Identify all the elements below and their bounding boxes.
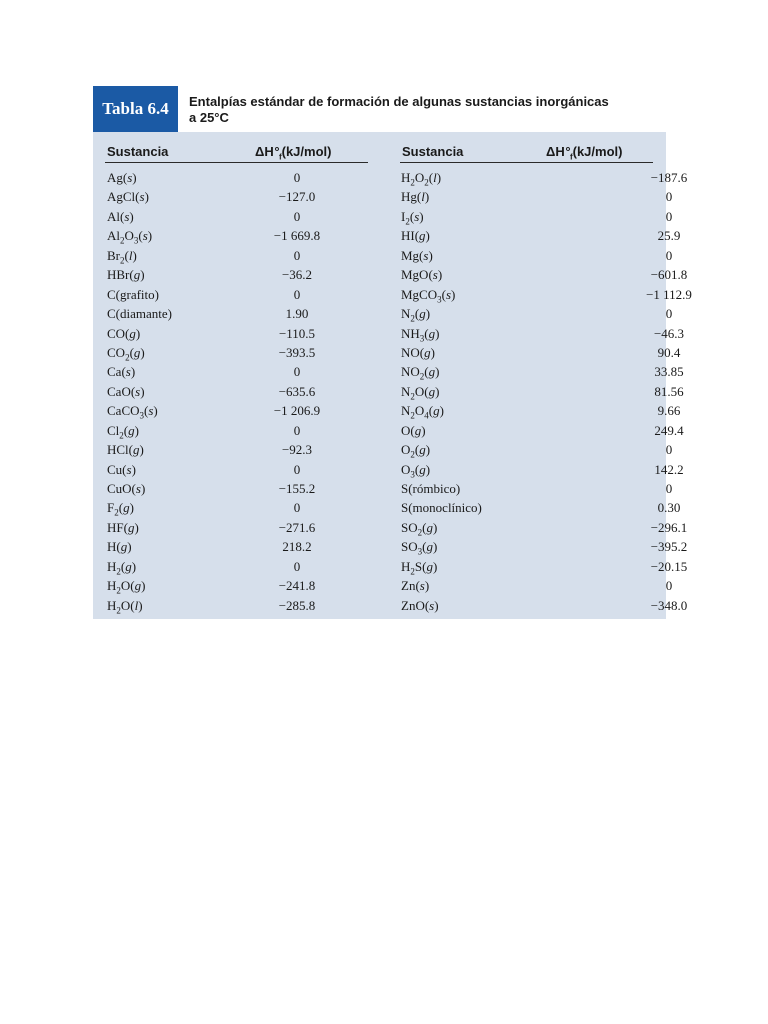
- table-row: [401, 537, 688, 557]
- substance-name: HI(g): [401, 228, 430, 244]
- enthalpy-value: 0: [293, 247, 301, 263]
- table-row: [107, 557, 367, 576]
- substance-name: S(rómbico): [401, 481, 461, 496]
- table-row: [107, 596, 367, 615]
- enthalpy-value: 0: [293, 558, 301, 574]
- enthalpy-value: 0: [293, 208, 301, 224]
- table-label: Tabla 6.4: [93, 86, 178, 132]
- enthalpy-value: −155.2: [278, 481, 316, 496]
- substance-name: $Br_2(l)$: [107, 247, 137, 266]
- substance-name: $O_2(g)$: [401, 442, 431, 460]
- enthalpy-value: −127.0: [278, 189, 316, 205]
- enthalpy-value: 9.66: [657, 403, 681, 419]
- enthalpy-value: −285.8: [278, 597, 316, 613]
- enthalpy-value: 0: [665, 208, 673, 224]
- table-row: [107, 518, 367, 537]
- rows-right: [401, 168, 692, 615]
- enthalpy-value: −348.0: [650, 597, 688, 613]
- substance-name: HF(g): [107, 519, 139, 535]
- substance-name: HCl(g): [107, 442, 144, 458]
- enthalpy-value: −187.6: [650, 170, 688, 185]
- substance-name: $SO_3(g)$: [401, 539, 438, 557]
- table-row: [107, 246, 367, 265]
- substance-name: O(g): [401, 422, 426, 438]
- table-header: [93, 86, 666, 132]
- substance-name: Mg(s): [401, 247, 433, 263]
- col-header-value-prefix: ΔH: [546, 144, 565, 159]
- substance-name: $Al_2O_3(s)$: [107, 228, 153, 246]
- table-row: [107, 324, 367, 343]
- substance-name: H(g): [107, 539, 132, 555]
- table-row: [107, 362, 367, 381]
- table-title: [189, 94, 659, 126]
- enthalpy-value: −46.3: [653, 325, 685, 341]
- table-row: [401, 168, 688, 188]
- substance-name: $N_2O(g)$: [401, 383, 440, 402]
- table-row: [401, 401, 681, 421]
- substance-name: $H_2(g)$: [107, 558, 137, 577]
- table-row: [107, 460, 367, 479]
- substance-name: $SO_2(g)$: [401, 519, 438, 538]
- enthalpy-value: 0: [293, 364, 301, 380]
- table-row: [401, 226, 681, 245]
- substance-name: HBr(g): [107, 267, 145, 283]
- enthalpy-value: 81.56: [654, 383, 684, 399]
- enthalpy-value: 25.9: [657, 228, 681, 244]
- substance-name: ZnO(s): [401, 597, 439, 613]
- substance-name: MgCO$_3$(s): [401, 286, 456, 305]
- enthalpy-value: 0: [293, 422, 301, 438]
- substance-name: $H_2O_2(l)$: [401, 170, 442, 188]
- table-row: [401, 265, 688, 284]
- table-row: [401, 304, 673, 324]
- table-row: [107, 226, 367, 245]
- table-row: [107, 576, 367, 595]
- table-row: [401, 207, 673, 227]
- enthalpy-value: 142.2: [654, 461, 684, 477]
- substance-name: Ag(s): [107, 170, 137, 185]
- enthalpy-value: −36.2: [281, 267, 313, 283]
- enthalpy-value: −110.5: [278, 325, 316, 341]
- enthalpy-value: 0: [665, 247, 673, 263]
- substance-name: $H_2O(l)$: [107, 597, 143, 616]
- table-row: [107, 421, 367, 440]
- table-row: [107, 304, 367, 323]
- enthalpy-value: −635.6: [278, 383, 316, 399]
- enthalpy-value: 0: [665, 189, 673, 205]
- enthalpy-value: 0: [293, 170, 301, 185]
- substance-name: C(diamante): [107, 306, 172, 322]
- table-row: [107, 285, 367, 304]
- substance-name: $NO_2(g)$: [401, 364, 440, 382]
- substance-name: CuO(s): [107, 481, 146, 496]
- substance-name: CO(g): [107, 325, 141, 341]
- substance-name: S(monoclínico): [401, 500, 482, 516]
- table-row: [401, 479, 673, 498]
- col-header-substance-left: Sustancia: [107, 144, 169, 159]
- enthalpy-value: −296.1: [650, 519, 688, 535]
- enthalpy-value: −241.8: [278, 578, 316, 594]
- col-header-value-right: $\Delta H^\circ_f(kJ/mol)$: [546, 144, 623, 162]
- enthalpy-value: −1 112.9: [646, 286, 692, 302]
- substance-name: Cu(s): [107, 461, 136, 477]
- col-header-substance-right: Sustancia: [402, 144, 464, 159]
- table-row: [107, 168, 367, 187]
- substance-name: Zn(s): [401, 578, 430, 594]
- table-row: [401, 421, 684, 440]
- table-row: [107, 440, 367, 459]
- enthalpy-value: −20.15: [650, 558, 688, 574]
- enthalpy-value: 0: [665, 578, 673, 594]
- table-title-line2: a 25°C: [189, 110, 229, 125]
- table-row: [107, 537, 367, 556]
- substance-name: $I_2(s)$: [401, 208, 424, 227]
- enthalpy-value: 0.30: [657, 500, 681, 516]
- table-row: [401, 557, 688, 577]
- col-header-value-left: $\Delta H^\circ_f(kJ/mol)$: [255, 144, 332, 162]
- substance-name: Ca(s): [107, 364, 136, 380]
- table-row: [401, 382, 684, 402]
- substance-name: $H_2S(g)$: [401, 558, 438, 577]
- enthalpy-value: 249.4: [654, 422, 684, 438]
- table-row: [107, 343, 367, 362]
- substance-name: MgO(s): [401, 267, 443, 283]
- substance-name: $F_2(g)$: [107, 500, 134, 519]
- table-row: [107, 207, 367, 226]
- enthalpy-value: −1 206.9: [273, 403, 321, 419]
- col-header-value-prefix: ΔH: [255, 144, 274, 159]
- table-row: [107, 187, 367, 206]
- table-row: [401, 285, 692, 305]
- enthalpy-value: 0: [293, 500, 301, 516]
- enthalpy-value: −271.6: [278, 519, 316, 535]
- enthalpy-value: 0: [293, 461, 301, 477]
- table-row: [401, 343, 681, 362]
- substance-name: $N_2(g)$: [401, 306, 431, 324]
- header-rule-left: [105, 162, 368, 163]
- enthalpy-value: −601.8: [650, 267, 688, 283]
- table-row: [401, 498, 681, 517]
- table-row: [401, 187, 673, 206]
- substance-name: CaCO$_3$(s): [107, 403, 158, 421]
- enthalpy-value: −1 669.8: [273, 228, 321, 244]
- substance-name: $N_2O_4(g)$: [401, 403, 444, 421]
- substance-name: AgCl(s): [107, 189, 149, 205]
- table-row: [401, 324, 685, 344]
- table-row: [401, 440, 673, 460]
- substance-name: C(grafito): [107, 286, 159, 302]
- substance-name: Al(s): [107, 208, 134, 224]
- enthalpy-value: 33.85: [654, 364, 684, 380]
- table-row: [401, 518, 688, 538]
- col-header-value-suffix: (kJ/mol): [572, 144, 623, 159]
- table-row: [107, 479, 367, 498]
- enthalpy-value: 0: [665, 306, 673, 322]
- substance-name: CaO(s): [107, 383, 145, 399]
- enthalpy-value: 0: [665, 481, 673, 496]
- substance-name: $H_2O(g)$: [107, 578, 146, 596]
- table-row: [401, 596, 688, 615]
- enthalpy-value: 0: [293, 286, 301, 302]
- enthalpy-value: −395.2: [650, 539, 688, 555]
- col-header-value-suffix: (kJ/mol): [281, 144, 332, 159]
- table-row: [401, 362, 684, 382]
- header-rule-right: [400, 162, 653, 163]
- table-row: [107, 498, 367, 517]
- rows-left: [107, 168, 367, 615]
- table-row: [107, 401, 367, 420]
- substance-name: $O_3(g)$: [401, 461, 431, 480]
- table-row: [401, 246, 673, 265]
- enthalpy-table: [93, 86, 692, 619]
- substance-name: NO(g): [401, 344, 435, 360]
- enthalpy-value: 90.4: [657, 344, 681, 360]
- substance-name: $CO_2(g)$: [107, 344, 145, 363]
- table-row: [401, 576, 673, 595]
- substance-name: Hg(l): [401, 189, 430, 205]
- table-row: [107, 382, 367, 401]
- enthalpy-value: −92.3: [281, 442, 313, 458]
- table-title-line1: Entalpías estándar de formación de algunas sustancias inorgánicas: [189, 94, 609, 109]
- table-row: [107, 265, 367, 284]
- enthalpy-value: 0: [665, 442, 673, 458]
- substance-name: $Cl_2(g)$: [107, 422, 139, 441]
- enthalpy-value: 218.2: [282, 539, 312, 555]
- enthalpy-value: −393.5: [278, 344, 316, 360]
- substance-name: $NH_3(g)$: [401, 325, 440, 344]
- table-row: [401, 460, 684, 480]
- enthalpy-value: 1.90: [285, 306, 309, 322]
